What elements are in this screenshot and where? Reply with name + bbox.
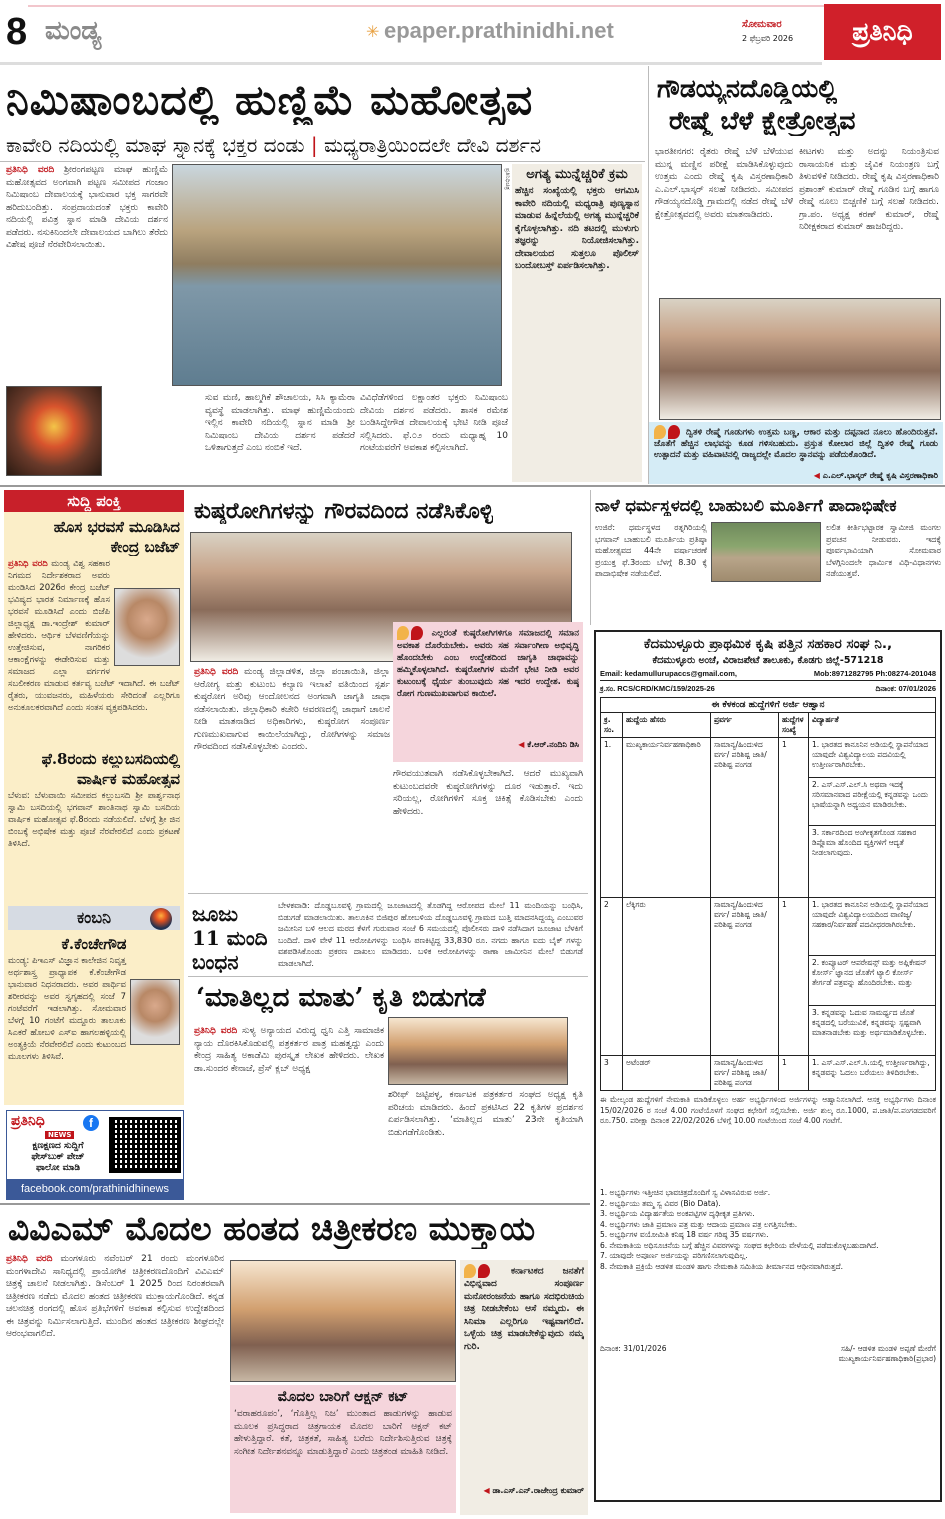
sidebar-story1-headline-a: ಹೊಸ ಭರವಸೆ ಮೂಡಿಸಿದ bbox=[53, 518, 180, 536]
masthead-date: 2 ಫೆಬ್ರವರಿ 2026 bbox=[742, 34, 794, 43]
promo-logo: ಪ್ರತಿನಿಧಿ bbox=[11, 1113, 45, 1129]
quote-icon bbox=[668, 425, 680, 439]
quote-icon bbox=[411, 626, 423, 640]
masthead-day: ಸೋಮವಾರ bbox=[742, 19, 782, 30]
action-cut-title: ಮೊದಲ ಬಾರಿಗೆ ಆಕ್ಷನ್ ಕಟ್ bbox=[277, 1389, 409, 1405]
obituary-body: ಮಂಡ್ಯ: ಪಿಇಎಸ್ ವಿಜ್ಞಾನ ಕಾಲೇಜಿನ ನಿವೃತ್ತ ಅರ್ಥಶಾಸ್ತ್ರ ಪ್ರಾಧ್ಯಾಪಕ ಕೆ.ಕೆಂಚೇಗೌಡ ಭಾನುವಾರ ನಿಧನರಾದರು. ಅವರ ಪಾರ್ಥಿವ ಶರೀರವನ್ನು ಅವರ ಸ್ವಗೃಹದಲ್ಲಿ ಸಂಜೆ 7 ಗಂಟೆವರೆಗೆ ಇಡಲಾಗಿತ್ತು. ಸೋಮವಾರ ಬೆಳಗ್ಗೆ 10 ಗಂಟೆಗೆ ಮದ್ದೂರು ತಾಲೂಕು ಸಿಎಕರೆ ಹೋಬಳಿ ಎಸ್‌ಐ ಹಾಗಲಹಳ್ಳಿಯಲ್ಲಿ ಅಂತ್ಯಕ್ರಿಯೆ ನೆರವೇರಲಿದೆ ಎಂದು ಕುಟುಂಬದ ಮೂಲಗಳು ತಿಳಿಸಿವೆ. bbox=[8, 956, 126, 1062]
lead-body-col3: ವಿವಿಧೆಡೆಗಳಿಂದ ಲಕ್ಷಾಂತರ ಭಕ್ತರು ನಿಮಿಷಾಂಬ ದೇವಿಯ ದರ್ಶನ ಪಡೆದರು. ಶಾಸಕ ರಮೇಶ ಬಂಡಿಸಿದ್ದೇಗೌಡ ದೇವಾಲಯಕ್ಕೆ ಭೇಟಿ ನೀಡಿ ಪೂಜೆ ಸಲ್ಲಿಸಿದರು. ಫೆ.೦೨ ರಂದು ಮಧ್ಯಾಹ್ನ 10 ಗಂಟೆಯವರೆಗೆ ಅವಕಾಶ ಕಲ್ಪಿಸಲಾಗಿದೆ. bbox=[360, 393, 508, 453]
advert-signature-line1: ಸಹಿ/- ಆಡಳಿತ ಮಂಡಳಿ ಅಪ್ಪಣೆ ಮೇರೆಗೆ bbox=[840, 1344, 936, 1353]
silk-headline-line2: ರೇಷ್ಮೆ ಬೆಳೆ ಕ್ಷೇತ್ರೋತ್ಸವ bbox=[669, 106, 856, 135]
leprosy-headline: ಕುಷ್ಠರೋಗಿಗಳನ್ನು ಗೌರವದಿಂದ ನಡೆಸಿಕೊಳ್ಳಿ bbox=[194, 498, 494, 524]
gambling-story bbox=[188, 893, 588, 973]
lead-body: ಪ್ರತಿನಿಧಿ ವರದಿ ಶ್ರೀರಂಗಪಟ್ಟಣ ಮಾಘ ಹುಣ್ಣಿಮೆ ಮಹೋತ್ಸವದ ಅಂಗವಾಗಿ ಪಟ್ಟಣ ಸಮೀಪದ ಗಂಜಾಂ ನಿಮಿಷಾಂಬ ದೇವಾಲಯಕ್ಕೆ ಭಾನುವಾರ ಭಕ್ತ ಸಾಗರವೇ ಹರಿದುಬಂದಿತ್ತು. ಸಂಪ್ರದಾಯದಂತೆ ಭಕ್ತರು ಕಾವೇರಿ ನದಿಯಲ್ಲಿ ಪವಿತ್ರ ಸ್ನಾನ ಮಾಡಿ ದೇವಿಯ ದರ್ಶನ ಪಡೆದರು. ನಸುಕಿನಿಂದಲೇ ದೇವಾಲಯದ ಬಾಗಿಲು ತೆರೆದು ವಿಶೇಷ ಪೂಜೆ ನೆರವೇರಿಸಲಾಯಿತು. bbox=[6, 165, 168, 250]
book-headline: ‘ಮಾತಿಲ್ಲದ ಮಾತು’ ಕೃತಿ ಬಿಡುಗಡೆ bbox=[196, 983, 486, 1013]
dharmasthala-body-col2: ಲಲಿತ ಕೀರ್ತಿಭಟ್ಟಾರಕ ಸ್ವಾಮೀಜಿ ಮಂಗಲ ಪ್ರವಚನ ನೀಡುವರು. ಇದಕ್ಕೆ ಪೂರ್ವಭಾವಿಯಾಗಿ ಸೋಮವಾರ ಬೆಳಗ್ಗಿನಿಂದಲೇ ಧಾರ್ಮಿಕ ವಿಧಿ-ವಿಧಾನಗಳು ನಡೆಯುತ್ತವೆ. bbox=[826, 523, 941, 578]
leprosy-quote-attribution: ಕೆ.ಆರ್.ನಂದಿನಿ ಡಿಸಿ bbox=[527, 740, 579, 749]
leprosy-body-col2: ಗೌರವಯುತವಾಗಿ ನಡೆಸಿಕೊಳ್ಳಬೇಕಾಗಿದೆ. ಆದರೆ ಮುಖ್ಯವಾಗಿ ಕುಟುಂಬದವರೇ ಕುಷ್ಠರೋಗಿಗಳನ್ನು ದೂರ ಇಡುತ್ತಾರೆ. ಇದು ಸರಿಯಲ್ಲ, ರೋಗಿಗಳಿಗೆ ಸೂಕ್ತ ಚಿಕಿತ್ಸೆ ಕೊಡಿಸಬೇಕು ಎಂದು ಹೇಳಿದರು. bbox=[393, 769, 583, 817]
dharmasthala-story bbox=[590, 490, 945, 625]
leprosy-story bbox=[188, 490, 588, 890]
advert-ref-no: ಕ್ರ.ಸಂ. RCS/CRD/KMC/159/2025-26 bbox=[600, 684, 715, 693]
quote-icon bbox=[397, 626, 409, 640]
action-cut-body: ‘ವರಾಹರೂಪಂ’, ‘ಗೊತ್ತಿಲ್ಲ ನಿಜ’ ಮುಂತಾದ ಹಾಡುಗಳನ್ನು ಹಾಡುವ ಮೂಲಕ ಪ್ರಸಿದ್ಧರಾದ ಚಿತ್ರಗಾಯಕ ಮೊದಲ ಬಾರಿಗೆ ಆಕ್ಷನ್ ಕಟ್ ಹೇಳುತ್ತಿದ್ದಾರೆ. ಕತೆ, ಚಿತ್ರಕತೆ, ಸಾಹಿತ್ಯ ಬರೆದು ನಿರ್ದೇಶಿಸುತ್ತಿರುವ ಚಿತ್ರಕ್ಕೆ ಸಂಗೀತ ನಿರ್ದೇಶನವನ್ನೂ ಮಾಡುತ್ತಿದ್ದಾರೆ ಎಂದು ಚಿತ್ರತಂಡ ಮಾಹಿತಿ ನೀಡಿದೆ. bbox=[234, 1409, 452, 1457]
photo-credit: ಪ್ರತಿನಿಧಿಚಿತ್ರ bbox=[504, 168, 511, 190]
promo-text: ಕ್ಷಣಕ್ಷಣದ ಸುದ್ದಿಗೆ ಫೇಸ್‌ಬುಕ್ ಪೇಜ್ ಫಾಲೋ ಮಾಡಿ bbox=[31, 1141, 85, 1173]
table-row: 3 ಅಟೆಂಡರ್ ಸಾಮಾನ್ಯ/ಹಿಂದುಳಿದ ವರ್ಗ/ ಪರಿಶಿಷ್ಟ ಜಾತಿ/ ಪರಿಶಿಷ್ಟ ಪಂಗಡ 1 1. ಎಸ್.ಎಸ್.ಎಲ್.ಸಿ.ಯಲ್ಲಿ ಉತ್ತೀರ್ಣರಾಗಿದ್ದು, ಕನ್ನಡವನ್ನು ಓದಲು ಬರೆಯಲು ತಿಳಿದಿರಬೇಕು. bbox=[601, 1056, 936, 1091]
silk-headline-line1: ಗೌಡಯ್ಯನದೊಡ್ಡಿಯಲ್ಲಿ bbox=[657, 74, 838, 103]
quote-icon bbox=[654, 425, 666, 439]
col-header: ಹುದ್ದೆಗಳ ಸಂಖ್ಯೆ bbox=[779, 713, 809, 738]
sidebar-story1-headline-b: ಕೇಂದ್ರ ಬಜೆಟ್ bbox=[110, 538, 180, 556]
book-story bbox=[188, 976, 588, 1181]
precaution-box bbox=[512, 164, 642, 482]
lead-subhead: ಕಾವೇರಿ ನದಿಯಲ್ಲಿ ಮಾಘ ಸ್ನಾನಕ್ಕೆ ಭಕ್ತರ ದಂಡು | ಮಧ್ಯರಾತ್ರಿಯಿಂದಲೇ ದೇವಿ ದರ್ಶನ bbox=[6, 133, 541, 157]
silk-body-col2: ಕೀಟಗಳು ಮತ್ತು ಅದನ್ನು ನಿಯಂತ್ರಿಸುವ ರಾಸಾಯನಿಕ ಮತ್ತು ಜೈವಿಕ ನಿಯಂತ್ರಣ ಬಗ್ಗೆ ತಿಳುವಳಿಕೆ ನೀಡಿದರು. ರೇಷ್ಮೆ ಕೃಷಿ ವಿಸ್ತರಣಾಧಿಕಾರಿ ಪ್ರಶಾಂತ್ ಕುಮಾರ್ ರೇಷ್ಮೆ ಗೂಡಿನ ಬಗ್ಗೆ ಹಾಗೂ ರೇಷ್ಮೆ ನೂಲು ಬಿಚ್ಚಣಿಕೆ ಬಗ್ಗೆ ಸಲಹೆ ನೀಡಿದರು. ಗ್ರಾ.ಪಂ. ಅಧ್ಯಕ್ಷ ಕರಣ್ ಕುಮಾರ್, ರೇಷ್ಮೆ ನಿರೀಕ್ಷಕರಾದ ಕುಮಾರ್ ಹಾಜರಿದ್ದರು. bbox=[799, 147, 939, 232]
facebook-url[interactable]: facebook.com/prathinidhinews bbox=[7, 1179, 183, 1199]
lead-photo-river bbox=[172, 164, 502, 386]
obituary-name: ಕೆ.ಕೆಂಚೇಗೌಡ bbox=[61, 935, 127, 953]
precaution-body: ಹೆಚ್ಚಿನ ಸಂಖ್ಯೆಯಲ್ಲಿ ಭಕ್ತರು ಆಗಮಿಸಿ ಕಾವೇರಿ ನದಿಯಲ್ಲಿ ಮಧ್ಯರಾತ್ರಿ ಪುಣ್ಯಸ್ನಾನ ಮಾಡುವ ಹಿನ್ನೆಲೆಯಲ್ಲಿ ಅಗತ್ಯ ಮುನ್ನೆಚ್ಚರಿಕೆ ಕೈಗೊಳ್ಳಲಾಗಿತ್ತು. ನದಿ ತಟದಲ್ಲಿ ಮುಳುಗು ತಜ್ಞರನ್ನು ನಿಯೋಜಿಸಲಾಗಿತ್ತು. ದೇವಾಲಯದ ಸುತ್ತಲೂ ಪೊಲೀಸ್ ಬಂದೋಬಸ್ತ್ ಏರ್ಪಡಿಸಲಾಗಿತ್ತು. bbox=[515, 186, 639, 271]
lamp-icon bbox=[150, 908, 172, 930]
leprosy-body: ಪ್ರತಿನಿಧಿ ವರದಿ ಮಂಡ್ಯ ಜಿಲ್ಲಾಡಳಿತ, ಜಿಲ್ಲಾ ಪಂಚಾಯಿತಿ, ಜಿಲ್ಲಾ ಆರೋಗ್ಯ ಮತ್ತು ಕುಟುಂಬ ಕಲ್ಯಾಣ ಇಲಾಖೆ ವತಿಯಿಂದ ಸ್ಪರ್ಶ ಕುಷ್ಠರೋಗ ಅರಿವು ಆಂದೋಲನದ ಅಂಗವಾಗಿ ಜಾಗೃತಿ ಜಾಥಾ ನಡೆಸಲಾಯಿತು. ಜಿಲ್ಲಾಧಿಕಾರಿ ಕಚೇರಿ ಆವರಣದಲ್ಲಿ ಜಾಥಾಗೆ ಚಾಲನೆ ನೀಡಿ ಮಾತನಾಡಿದ ಅಧಿಕಾರಿಗಳು, ಕುಷ್ಠರೋಗ ಸಂಪೂರ್ಣ ಗುಣಮುಖವಾಗುವ ಕಾಯಿಲೆಯಾಗಿದ್ದು, ರೋಗಿಗಳನ್ನು ಸಮಾಜ ಗೌರವದಿಂದ ನಡೆಸಿಕೊಳ್ಳಬೇಕು ಎಂದರು. bbox=[194, 667, 390, 752]
advert-org-name: ಕೆದಮುಳ್ಳೂರು ಪ್ರಾಥಮಿಕ ಕೃಷಿ ಪತ್ತಿನ ಸಹಕಾರ ಸಂಘ ನಿ., bbox=[643, 636, 893, 652]
obituary-wrap bbox=[4, 953, 184, 1063]
facebook-icon: f bbox=[83, 1115, 99, 1131]
masthead bbox=[0, 0, 945, 62]
silk-quote: ದ್ವಿತಳಿ ರೇಷ್ಮೆ ಗೂಡುಗಳು ಉತ್ತಮ ಬಣ್ಣ, ಆಕಾರ ಮತ್ತು ದಪ್ಪನಾದ ನೂಲು ಹೊಂದಿರುತ್ತವೆ. ಜೊತೆಗೆ ಹೆಚ್ಚಿನ ಲಾಭವನ್ನು ಕೂಡ ಗಳಿಸಬಹುದು. ಪ್ರಸ್ತುತ ಕೋಲಾರ ಜಿಲ್ಲೆ ದ್ವಿತಳಿ ರೇಷ್ಮೆ ಗೂಡು ಉತ್ಪಾದನೆ ಮತ್ತು ವಹಿವಾಟಿನಲ್ಲಿ ರಾಜ್ಯದಲ್ಲೇ ಮೊದಲ ಸ್ಥಾನವನ್ನು ಪಡೆದುಕೊಂಡಿದೆ. bbox=[654, 427, 938, 460]
silk-quote-box bbox=[649, 422, 943, 484]
silk-photo bbox=[659, 298, 941, 420]
arrow-left-icon: ◀ bbox=[813, 471, 820, 480]
recruitment-advert bbox=[594, 630, 942, 1502]
table-row: 2 ಲೆಕ್ಕಿಗರು ಸಾಮಾನ್ಯ/ಹಿಂದುಳಿದ ವರ್ಗ/ ಪರಿಶಿಷ್ಟ ಜಾತಿ/ ಪರಿಶಿಷ್ಟ ಪಂಗಡ 1 1. ಭಾರತದ ಕಾನೂನಿನ ಅಡಿಯಲ್ಲಿ ಸ್ಥಾಪನೆಯಾದ ಯಾವುದೇ ವಿಶ್ವವಿದ್ಯಾಲಯದಿಂದ ವಾಣಿಜ್ಯ/ಸಹಕಾರ/ನಿರ್ವಹಣೆ ಪದವೀಧರರಾಗಿರಬೇಕು. bbox=[601, 898, 936, 956]
facebook-promo[interactable] bbox=[6, 1110, 184, 1200]
cursor-spark-icon: ✳ bbox=[366, 22, 380, 41]
advert-signature-line2: ಮುಖ್ಯಕಾರ್ಯನಿರ್ವಹಣಾಧಿಕಾರಿ(ಪ್ರಭಾರ) bbox=[838, 1354, 936, 1363]
film-body: ಪ್ರತಿನಿಧಿ ವರದಿ ಮಂಗಳೂರು ನವೆಂಬರ್ 21 ರಂದು ಮಂಗಳೂರಿನ ಮಂಗಳಾದೇವಿ ಸಾನಿಧ್ಯದಲ್ಲಿ ಪ್ರಾಯೋಗಿಕ ಚಿತ್ರೀಕರಣದೊಂದಿಗೆ ವಿವಿಎಮ್ ಚಿತ್ರಕ್ಕೆ ಚಾಲನೆ ನೀಡಲಾಗಿತ್ತು. ಡಿಸೆಂಬರ್ 1 2025 ರಿಂದ ನಿರಂತರವಾಗಿ ಚಿತ್ರೀಕರಣ ನಡೆದು ಮೊದಲ ಹಂತದ ಚಿತ್ರೀಕರಣ ಮುಕ್ತಾಯಗೊಂಡಿದೆ. ಕನ್ನಡ ಚಲನಚಿತ್ರ ರಂಗದಲ್ಲಿ ಹೊಸ ಪ್ರತಿಭೆಗಳಿಗೆ ಅವಕಾಶ ಕಲ್ಪಿಸುವ ಉದ್ದೇಶದಿಂದ ಈ ಚಿತ್ರವನ್ನು ನಿರ್ಮಿಸಲಾಗುತ್ತಿದೆ. ಮುಂದಿನ ಹಂತದ ಚಿತ್ರೀಕರಣ ಶೀಘ್ರದಲ್ಲೇ ಆರಂಭವಾಗಲಿದೆ. bbox=[6, 1254, 224, 1339]
table-row: 1. ಮುಖ್ಯಕಾರ್ಯನಿರ್ವಹಣಾಧಿಕಾರಿ ಸಾಮಾನ್ಯ/ಹಿಂದುಳಿದ ವರ್ಗ/ ಪರಿಶಿಷ್ಟ ಜಾತಿ/ ಪರಿಶಿಷ್ಟ ಪಂಗಡ 1 1. ಭಾರತದ ಕಾನೂನಿನ ಅಡಿಯಲ್ಲಿ ಸ್ಥಾಪನೆಯಾದ ಯಾವುದೇ ವಿಶ್ವವಿದ್ಯಾಲಯ ಪದವಿಯಲ್ಲಿ ಉತ್ತೀರ್ಣರಾಗಿರಬೇಕು. bbox=[601, 738, 936, 778]
qr-code[interactable] bbox=[109, 1117, 181, 1173]
silk-body-col1: ಭಾರತೀನಗರ: ರೈತರು ರೇಷ್ಮೆ ಬೆಳೆ ಬೆಳೆಯುವ ಮುನ್ನ ಮಣ್ಣಿನ ಪರೀಕ್ಷೆ ಮಾಡಿಸಿಕೊಳ್ಳುವುದು ಉತ್ತಮ ಎಂದು ರೇಷ್ಮೆ ಕೃಷಿ ವಿಸ್ತರಣಾಧಿಕಾರಿ ಎ.ಎಲ್.ಭಾಸ್ಕರ್ ಸಲಹೆ ನೀಡಿದರು. ಸಮೀಪದ ಗೌಡಯ್ಯನದೊಡ್ಡಿ ಗ್ರಾಮದಲ್ಲಿ ನಡೆದ ರೇಷ್ಮೆ ಬೆಳೆ ಕ್ಷೇತ್ರೋತ್ಸವದಲ್ಲಿ ಅವರು ಮಾತನಾಡಿದರು. bbox=[655, 147, 793, 220]
quote-icon bbox=[464, 1264, 476, 1278]
action-cut-box bbox=[230, 1385, 456, 1513]
advert-email: Email: kedamullurupaccs@gmail.com, bbox=[600, 669, 737, 678]
dharmasthala-headline: ನಾಳೆ ಧರ್ಮಸ್ಥಳದಲ್ಲಿ ಬಾಹುಬಲಿ ಮೂರ್ತಿಗೆ ಪಾದಾಭಿಷೇಕ bbox=[595, 496, 897, 515]
logo bbox=[824, 4, 941, 60]
bahubali-photo bbox=[711, 522, 821, 582]
lead-body-col2: ಸುವ ಮಣಿ, ಹಾಲ್ಮಗಿಕೆ ಶೌಚಾಲಯ, ಸಿಸಿ ಕ್ಯಾಮೆರಾ ವ್ಯವಸ್ಥೆ ಮಾಡಲಾಗಿತ್ತು. ಮಾಘ ಹುಣ್ಣಿಮೆಯಂದು ಇಲ್ಲಿನ ಕಾವೇರಿ ನದಿಯಲ್ಲಿ ಸ್ನಾನ ಮಾಡಿ ಶ್ರೀ ನಿಮಿಷಾಂಬ ದೇವಿಯ ದರ್ಶನ ಪಡೆದರೆ ಒಳಿತಾಗುತ್ತದೆ ಎಂಬ ನಂಬಿಕೆ ಇದೆ. bbox=[205, 393, 355, 453]
bjp-leader-photo bbox=[114, 588, 180, 666]
vacancy-table: ಈ ಕೆಳಕಂಡ ಹುದ್ದೆಗಳಿಗೆ ಅರ್ಜಿ ಆಹ್ವಾನ ಕ್ರ. ಸಂ. ಹುದ್ದೆಯ ಹೆಸರು ಪ್ರವರ್ಗ ಹುದ್ದೆಗಳ ಸಂಖ್ಯೆ ವಿದ್ಯಾರ್ಹತೆ 1. ಮುಖ್ಯಕಾರ್ಯನಿರ್ವಹಣಾಧಿಕಾರಿ ಸಾಮಾನ್ಯ/ಹಿಂದುಳಿದ ವರ್ಗ/ ಪರಿಶಿಷ್ಟ ಜಾತಿ/ ಪರಿಶಿಷ್ಟ ಪಂಗಡ 1 1. ಭಾರತದ ಕಾನೂನಿನ ಅಡಿಯಲ್ಲಿ ಸ್ಥಾಪನೆಯಾದ ಯಾವುದೇ ವಿಶ್ವವಿದ್ಯಾಲಯ ಪದವಿಯಲ್ಲಿ ಉತ್ತೀರ್ಣರಾಗಿರಬೇಕು. 2. ಎಸ್.ಎಸ್.ಎಲ್.ಸಿ ಅಥವಾ ಇದಕ್ಕೆ ಸರಿಸಮಾನವಾದ ಪರೀಕ್ಷೆಯಲ್ಲಿ ಕನ್ನಡವನ್ನು ಒಂದು ಭಾಷೆಯನ್ನಾಗಿ ಅಧ್ಯಯನ ಮಾಡಿರಬೇಕು. 3. ಸರ್ಕಾರದಿಂದ ಅಂಗೀಕೃತಗೊಂಡ ಸಹಕಾರ ಡಿಪ್ಲೊಮಾ ಹೊಂದಿದ ವ್ಯಕ್ತಿಗಳಿಗೆ ಆದ್ಯತೆ ನೀಡಲಾಗುವುದು. 2 ಲೆಕ್ಕಿಗರು ಸಾಮಾನ್ಯ/ಹಿಂದುಳಿದ ವರ್ಗ/ ಪರಿಶಿಷ್ಟ ಜಾತಿ/ ಪರಿಶಿಷ್ಟ ಪಂಗಡ 1 1. ಭಾರತದ ಕಾನೂನಿನ ಅಡಿಯಲ್ಲಿ ಸ್ಥಾಪನೆಯಾದ ಯಾವುದೇ ವಿಶ್ವವಿದ್ಯಾಲಯದಿಂದ ವಾಣಿಜ್ಯ/ಸಹಕಾರ/ನಿರ್ವಹಣೆ ಪದವೀಧರರಾಗಿರಬೇಕು. 2. ಕಂಪ್ಯೂಟರ್ ಆಪರೇಷನ್ಸ್ ಮತ್ತು ಅಪ್ಲಿಕೇಷನ್ ಕೋರ್ಸ್ ಜ್ಞಾನದ ಜೊತೆಗೆ ಟ್ಯಾಲಿ ಕೋರ್ಸ್ ತೇರ್ಗಡೆ ಪತ್ರವನ್ನು ಹೊಂದಿರಬೇಕು. ಮತ್ತು 3. ಕನ್ನಡವನ್ನು ಓದುವ ಸಾಮರ್ಥ್ಯದ ಜೊತೆ ಕನ್ನಡದಲ್ಲಿ ಬರೆಯುವಿಕೆ, ಕನ್ನಡವನ್ನು ಸ್ಪಷ್ಟವಾಗಿ ಮಾತನಾಡಬೇಕು ಮತ್ತು ಅರ್ಥಮಾಡಿಕೊಳ್ಳಬೇಕು. 3 ಅಟೆಂಡರ್ ಸಾಮಾನ್ಯ/ಹಿಂದುಳಿದ ವರ್ಗ/ ಪರಿಶಿಷ್ಟ ಜಾತಿ/ ಪರಿಶಿಷ್ಟ ಪಂಗಡ 1 1. ಎಸ್.ಎಸ್.ಎಲ್.ಸಿ.ಯಲ್ಲಿ ಉತ್ತೀರ್ಣರಾಗಿದ್ದು, ಕನ್ನಡವನ್ನು ಓದಲು ಬರೆಯಲು ತಿಳಿದಿರಬೇಕು. bbox=[600, 697, 936, 1091]
book-release-photo bbox=[388, 1017, 568, 1085]
col-header: ಕ್ರ. ಸಂ. bbox=[601, 713, 623, 738]
sidebar bbox=[4, 490, 184, 1105]
col-header: ಹುದ್ದೆಯ ಹೆಸರು bbox=[623, 713, 711, 738]
vacancy-table-title: ಈ ಕೆಳಕಂಡ ಹುದ್ದೆಗಳಿಗೆ ಅರ್ಜಿ ಆಹ್ವಾನ bbox=[601, 698, 936, 713]
precaution-title: ಅಗತ್ಯ ಮುನ್ನೆಚ್ಚರಿಕೆ ಕ್ರಮ bbox=[526, 167, 628, 182]
quote-icon bbox=[478, 1264, 490, 1278]
sidebar-story1-body: ವಿಶ್ವ ಸಹಕಾರ ನಿಗಮದ ನಿರ್ದೇಶಕರಾದ ಅವರು ಮಂಡಿಸಿದ 2026ರ ಕೇಂದ್ರ ಬಜೆಟ್ ಭವಿಷ್ಯದ ಭಾರತ ನಿರ್ಮಾಣಕ್ಕೆ ಹೊಸ ಭರವಸೆ ಮೂಡಿಸಿದೆ ಎಂದು ಬಿಜೆಪಿ ಜಿಲ್ಲಾಧ್ಯಕ್ಷ ಡಾ.ಇಂದ್ರೇಶ್ ಕುಮಾರ್ ಹೇಳಿದರು. ಆರ್ಥಿಕ ಬೆಳವಣಿಗೆಯನ್ನು ಉತ್ತೇಜಿಸುವ, ನಾಗರಿಕರ ಆಕಾಂಕ್ಷೆಗಳನ್ನು ಈಡೇರಿಸುವ ಮತ್ತು ಸಮಾಜದ ಎಲ್ಲಾ ವರ್ಗಗಳ ಸಬಲೀಕರಣ ಮಾಡುವ ಕರ್ತವ್ಯ ಬಜೆಟ್ ಇದಾಗಿದೆ. ಈ ಬಜೆಟ್ ರೈತರು, ಯುವಜನರು, ಮಹಿಳೆಯರು ಸೇರಿದಂತೆ ಎಲ್ಲರಿಗೂ ಅನುಕೂಲಕರವಾಗಿದೆ ಎಂದು ಸಂತಸ ವ್ಯಕ್ತಪಡಿಸಿದರು. bbox=[8, 559, 180, 713]
section-name: ಮಂಡ್ಯ bbox=[45, 16, 102, 46]
page-number: 8 bbox=[6, 11, 28, 53]
obituary bbox=[4, 906, 184, 1063]
film-quote: ಕರ್ನಾಟಕದ ಜನತೆಗೆ ವಿಭಿನ್ನವಾದ ಸಂಪೂರ್ಣ ಮನೋರಂಜನೆಯ ಹಾಗೂ ಸದಭಿರುಚಿಯ ಚಿತ್ರ ನೀಡಬೇಕೆಂಬ ಆಸೆ ನಮ್ಮದು. ಈ ಸಿನಿಮಾ ಎಲ್ಲರಿಗೂ ಇಷ್ಟವಾಗಲಿದೆ. ಒಳ್ಳೆಯ ಚಿತ್ರ ಮಾಡಬೇಕೆನ್ನುವುದು ನಮ್ಮ ಗುರಿ. bbox=[464, 1266, 584, 1352]
logo-text: ಪ್ರತಿನಿಧಿ bbox=[852, 17, 913, 46]
site-url[interactable]: epaper.prathinidhi.net bbox=[384, 18, 614, 43]
sidebar-story2-body: ಬೆಳುವ: ಬೆಳುವಾಯಿ ಸಮೀಪದ ಕಲ್ಲುಬಸದಿ ಶ್ರೀ ಪಾರ್ಶ್ವನಾಥ ಸ್ವಾಮಿ ಬಸದಿಯಲ್ಲಿ ಭಗವಾನ್ ಶಾಂತಿನಾಥ ಸ್ವಾಮಿ ಬಸದಿಯ ವಾರ್ಷಿಕ ಮಹೋತ್ಸವ ಫೆ.8ರಂದು ನಡೆಯಲಿದೆ. ಬೆಳಗ್ಗೆ ಶ್ರೀ ಜಿನ ಬಿಂಬಕ್ಕೆ ಅಭಿಷೇಕ ಮತ್ತು ಪೂಜೆ ನೆರವೇರಲಿದೆ ಎಂದು ಪ್ರಕಟಣೆ ತಿಳಿಸಿದೆ. bbox=[8, 791, 180, 849]
arrow-left-icon: ◀ bbox=[518, 740, 525, 749]
silk-quote-attribution: ಎ.ಎಲ್.ಭಾಸ್ಕರ್ ರೇಷ್ಮೆ ಕೃಷಿ ವಿಸ್ತರಣಾಧಿಕಾರಿ bbox=[822, 471, 938, 480]
advert-notes: ಈ ಮೇಲ್ಕಂಡ ಹುದ್ದೆಗಳಿಗೆ ನೇಮಕಾತಿ ಮಾಡಿಕೊಳ್ಳಲು ಅರ್ಹ ಅಭ್ಯರ್ಥಿಗಳಿಂದ ಅರ್ಜಿಗಳನ್ನು ಆಹ್ವಾನಿಸಲಾಗಿದೆ. ಆಸಕ್ತ ಅಭ್ಯರ್ಥಿಗಳು ದಿನಾಂಕ 15/02/2026 ರ ಸಂಜೆ 4.00 ಗಂಟೆಯೊಳಗೆ ಸಂಘದ ಕಛೇರಿಗೆ ಸಲ್ಲಿಸಬೇಕು. ಅರ್ಜಿ ಶುಲ್ಕ ರೂ.1000, ಪ.ಜಾತಿ/ಪ.ಪಂಗಡದವರಿಗೆ ರೂ.750. ಪರೀಕ್ಷಾ ದಿನಾಂಕ 22/02/2026 ಬೆಳಿಗ್ಗೆ 10.00 ಗಂಟೆಯಿಂದ ಸಂಜೆ 4.00 ಗಂಟೆಗೆ. bbox=[600, 1095, 936, 1125]
col-header: ವಿದ್ಯಾರ್ಹತೆ bbox=[809, 713, 936, 738]
gambling-headline: ಜೂಜು 11 ಮಂದಿ ಬಂಧನ bbox=[192, 902, 268, 974]
advert-phone: Mob:8971282795 Ph:08274-201048 bbox=[813, 669, 936, 678]
film-headline: ವಿವಿಎಮ್ ಮೊದಲ ಹಂತದ ಚಿತ್ರೀಕರಣ ಮುಕ್ತಾಯ bbox=[8, 1209, 536, 1248]
silk-story bbox=[648, 66, 945, 484]
lead-headline: ನಿಮಿಷಾಂಬದಲ್ಲಿ ಹುಣ್ಣಿಮೆ ಮಹೋತ್ಸವ bbox=[6, 76, 534, 124]
advert-address: ಕೆದಮುಳ್ಳೂರು ಅಂಚೆ, ವಿರಾಜಪೇಟೆ ತಾಲೂಕು, ಕೊಡಗು ಜಿಲ್ಲೆ-571218 bbox=[652, 655, 884, 666]
film-story bbox=[0, 1205, 590, 1519]
obituary-title-bar bbox=[8, 906, 180, 930]
arrow-left-icon: ◀ bbox=[483, 1486, 490, 1495]
gambling-body: ಬೇಳಕವಾಡಿ: ದೊಡ್ಡಬೂವಳ್ಳಿ ಗ್ರಾಮದಲ್ಲಿ ಜೂಜಾಟದಲ್ಲಿ ತೊಡಗಿದ್ದ ಆರೋಪದ ಮೇಲೆ 11 ಮಂದಿಯನ್ನು ಬಂಧಿಸಿ, ಬಿಡುಗಡೆ ಮಾಡಲಾಯಿತು. ತಾಲೂಕಿನ ಬಿಜಿಪುರ ಹೋಬಳಿಯ ದೊಡ್ಡಬೂವಳ್ಳಿ ಗ್ರಾಮದ ಬುತ್ತಿ ಮಾದನಸಿದ್ದಯ್ಯ ಎಂಬುವರ ಜಮೀನಿನ ಬಳಿ ಆಲದ ಮರದ ಕೆಳಗೆ ಗುರುವಾರ ಸಂಜೆ 6 ಸಮಯದಲ್ಲಿ ಪೊಲೀಸರು ದಾಳಿ ನಡೆಸಿದಾಗ ಜೂಜಾಟ ಬೆಳಕಿಗೆ ಬಂದಿದೆ. ದಾಳಿ ವೇಳೆ 11 ಆರೋಪಿಗಳನ್ನು ಬಂಧಿಸಿ ಪಣಕಿಟ್ಟಿದ್ದ 33,830 ರೂ. ನಗದು ಹಾಗೂ ಐದು ಬೈಕ್ ಗಳನ್ನು ವಶಪಡಿಸಿಕೊಂಡು ಪ್ರಕರಣ ದಾಖಲು ಮಾಡಿದರು. ಬಳಿಕ ಆರೋಪಿಗಳನ್ನು ಠಾಣಾ ಜಾಮೀನಿನ ಮೇಲೆ ಬಿಡುಗಡೆ ಮಾಡಲಾಗಿದೆ. bbox=[278, 901, 583, 968]
book-body-col2: ಶರೀಫ್ ಜಟ್ಟಿಪಳ್ಳ, ಕರ್ನಾಟಕ ಪತ್ರಕರ್ತರ ಸಂಘದ ಅಧ್ಯಕ್ಷ ಕೃತಿ ಪರಿಚಯ ಮಾಡಿದರು. ಹಿಂದೆ ಪ್ರಕಟಿಸಿದ 22 ಕೃತಿಗಳ ಪ್ರದರ್ಶನ ಏರ್ಪಡಿಸಲಾಗಿತ್ತು. ‘ಮಾತಿಲ್ಲದ ಮಾತು’ 23ನೇ ಕೃತಿಯಾಗಿ ಬಿಡುಗಡೆಗೊಂಡಿತು. bbox=[388, 1090, 583, 1138]
sidebar-story1-wrap: ಪ್ರತಿನಿಧಿ ವರದಿ ಮಂಡ್ಯ ವಿಶ್ವ ಸಹಕಾರ ನಿಗಮದ ನಿರ್ದೇಶಕರಾದ ಅವರು ಮಂಡಿಸಿದ 2026ರ ಕೇಂದ್ರ ಬಜೆಟ್ ಭವಿಷ್ಯದ ಭಾರತ ನಿರ್ಮಾಣಕ್ಕೆ ಹೊಸ ಭರವಸೆ ಮೂಡಿಸಿದೆ ಎಂದು ಬಿಜೆಪಿ ಜಿಲ್ಲಾಧ್ಯಕ್ಷ ಡಾ.ಇಂದ್ರೇಶ್ ಕುಮಾರ್ ಹೇಳಿದರು. ಆರ್ಥಿಕ ಬೆಳವಣಿಗೆಯನ್ನು ಉತ್ತೇಜಿಸುವ, ನಾಗರಿಕರ ಆಕಾಂಕ್ಷೆಗಳನ್ನು ಈಡೇರಿಸುವ ಮತ್ತು ಸಮಾಜದ ಎಲ್ಲಾ ವರ್ಗಗಳ ಸಬಲೀಕರಣ ಮಾಡುವ ಕರ್ತವ್ಯ ಬಜೆಟ್ ಇದಾಗಿದೆ. ಈ ಬಜೆಟ್ ರೈತರು, ಯುವಜನರು, ಮಹಿಳೆಯರು ಸೇರಿದಂತೆ ಎಲ್ಲರಿಗೂ ಅನುಕೂಲಕರವಾಗಿದೆ ಎಂದು ಸಂತಸ ವ್ಯಕ್ತಪಡಿಸಿದರು. bbox=[8, 559, 180, 713]
sidebar-story2-headline-a: ಫೆ.8ರಂದು ಕಲ್ಲುಬಸದಿಯಲ್ಲಿ bbox=[41, 750, 180, 768]
leprosy-quote-box bbox=[393, 622, 583, 762]
obituary-title: ಕಂಬನಿ bbox=[76, 908, 112, 927]
lead-story bbox=[0, 66, 645, 484]
dharmasthala-body-col1: ಉಜಿರೆ: ಧರ್ಮಸ್ಥಳದ ರತ್ನಗಿರಿಯಲ್ಲಿ ಭಗವಾನ್ ಬಾಹುಬಲಿ ಮೂರ್ತಿಯ ಪ್ರತಿಷ್ಠಾ ಮಹೋತ್ಸವದ 44ನೇ ವರ್ಷಾಚರಣೆ ಪ್ರಯುಕ್ತ ಫೆ.3ರಂದು ಬೆಳಗ್ಗೆ 8.30 ಕ್ಕೆ ಪಾದಾಭಿಷೇಕ ನಡೆಯಲಿದೆ. bbox=[595, 523, 707, 578]
film-photo bbox=[230, 1260, 456, 1382]
sidebar-title: ಸುದ್ದಿ ಪಂಕ್ತಿ bbox=[4, 490, 184, 512]
book-body-col1: ಪ್ರತಿನಿಧಿ ವರದಿ ಸುಳ್ಯ ಅನ್ಯಾಯದ ವಿರುದ್ಧ ಧ್ವನಿ ಎತ್ತಿ ಸಾಮಾಜಿಕ ನ್ಯಾಯ ದೊರಕಿಸಿಕೊಡುವಲ್ಲಿ ಪತ್ರಕರ್ತರ ಪಾತ್ರ ಮಹತ್ವದ್ದು ಎಂದು ಕೇಂದ್ರ ಸಾಹಿತ್ಯ ಅಕಾಡೆಮಿ ಪುರಸ್ಕೃತ ಲೇಖಕ ಹೇಳಿದರು. ಲೇಖಕ ಡಾ.ಸುಂದರ ಕೇನಾಜೆ, ಪ್ರೆಸ್ ಕ್ಲಬ್ ಅಧ್ಯಕ್ಷ bbox=[194, 1026, 384, 1074]
film-quote-box bbox=[460, 1260, 588, 1515]
col-header: ಪ್ರವರ್ಗ bbox=[711, 713, 779, 738]
advert-sign-date: ದಿನಾಂಕ: 31/01/2026 bbox=[600, 1344, 667, 1353]
goddess-photo bbox=[6, 386, 102, 476]
sidebar-story2-headline-b: ವಾರ್ಷಿಕ ಮಹೋತ್ಸವ bbox=[76, 770, 180, 788]
advert-ref-date: ದಿನಾಂಕ: 07/01/2026 bbox=[875, 684, 936, 693]
film-quote-attribution: ಡಾ.ಎಸ್.ಎನ್.ರಾಜೇಂದ್ರ ಕುಮಾರ್ bbox=[492, 1486, 584, 1495]
leprosy-quote: ಎಲ್ಲರಂತೆ ಕುಷ್ಠರೋಗಿಗಳಿಗೂ ಸಮಾಜದಲ್ಲಿ ಸಮಾನ ಅವಕಾಶ ದೊರೆಯಬೇಕು. ಅವರು ಸಹ ಸರ್ವಾಂಗೀಣ ಅಭಿವೃದ್ಧಿ ಹೊಂದಬೇಕು ಎಂಬ ಉದ್ದೇಶದಿಂದ ಜಾಗೃತಿ ಜಾಥಾವನ್ನು ಹಮ್ಮಿಕೊಳ್ಳಲಾಗಿದೆ. ಕುಷ್ಠರೋಗಿಗಳ ಮನೆಗೆ ಭೇಟಿ ನೀಡಿ ಅವರ ಕುಟುಂಬಕ್ಕೆ ಧೈರ್ಯ ತುಂಬುವುದು ಸಹ ಇದರ ಉದ್ದೇಶ. ಕುಷ್ಠ ರೋಗ ಗುಣಮುಖವಾಗುವ ಕಾಯಿಲೆ. bbox=[397, 628, 579, 699]
advert-conditions: 1. ಅಭ್ಯರ್ಥಿಗಳು ಇತ್ತೀಚಿನ ಭಾವಚಿತ್ರದೊಂದಿಗೆ ಸ್ವ ವಿಳಾಸವಿರುವ ಅರ್ಜಿ. 2. ಅಭ್ಯರ್ಥಿಯು ತಮ್ಮ ಸ್ವ ವಿವರ (Bio Data). 3. ಅಭ್ಯರ್ಥಿಯ ವಿದ್ಯಾರ್ಹತೆಯ ಅಂಕಪಟ್ಟಿಗಳ ದೃಢೀಕೃತ ಪ್ರತಿಗಳು. 4. ಅಭ್ಯರ್ಥಿಗಳು ಜಾತಿ ಪ್ರಮಾಣ ಪತ್ರ ಮತ್ತು ಆದಾಯ ಪ್ರಮಾಣ ಪತ್ರ ಲಗತ್ತಿಸಬೇಕು. 5. ಅಭ್ಯರ್ಥಿಗಳ ವಯೋಮಿತಿ ಕನಿಷ್ಠ 18 ವರ್ಷ ಗರಿಷ್ಠ 35 ವರ್ಷಗಳು. 6. ನೇಮಕಾತಿಯ ಅಧಿಸೂಚನೆಯ ಬಗ್ಗೆ ಹೆಚ್ಚಿನ ವಿವರಗಳನ್ನು ಸಂಘದ ಕಛೇರಿಯ ವೇಳೆಯಲ್ಲಿ ಪಡೆದುಕೊಳ್ಳಬಹುದಾಗಿದೆ. 7. ಯಾವುದೇ ಅಪೂರ್ಣ ಅರ್ಜಿಯನ್ನು ಪರಿಗಣಿಸಲಾಗುವುದಿಲ್ಲ. 8. ನೇಮಕಾತಿ ಪ್ರಕ್ರಿಯೆ ಆಡಳಿತ ಮಂಡಳಿ ಹಾಗು ನೇಮಕಾತಿ ಸಮಿತಿಯ ತೀರ್ಮಾನದ ಆಧೀನವಾಗಿರುತ್ತದೆ. bbox=[600, 1188, 879, 1271]
obituary-photo bbox=[130, 979, 180, 1045]
promo-badge: NEWS bbox=[45, 1131, 74, 1139]
